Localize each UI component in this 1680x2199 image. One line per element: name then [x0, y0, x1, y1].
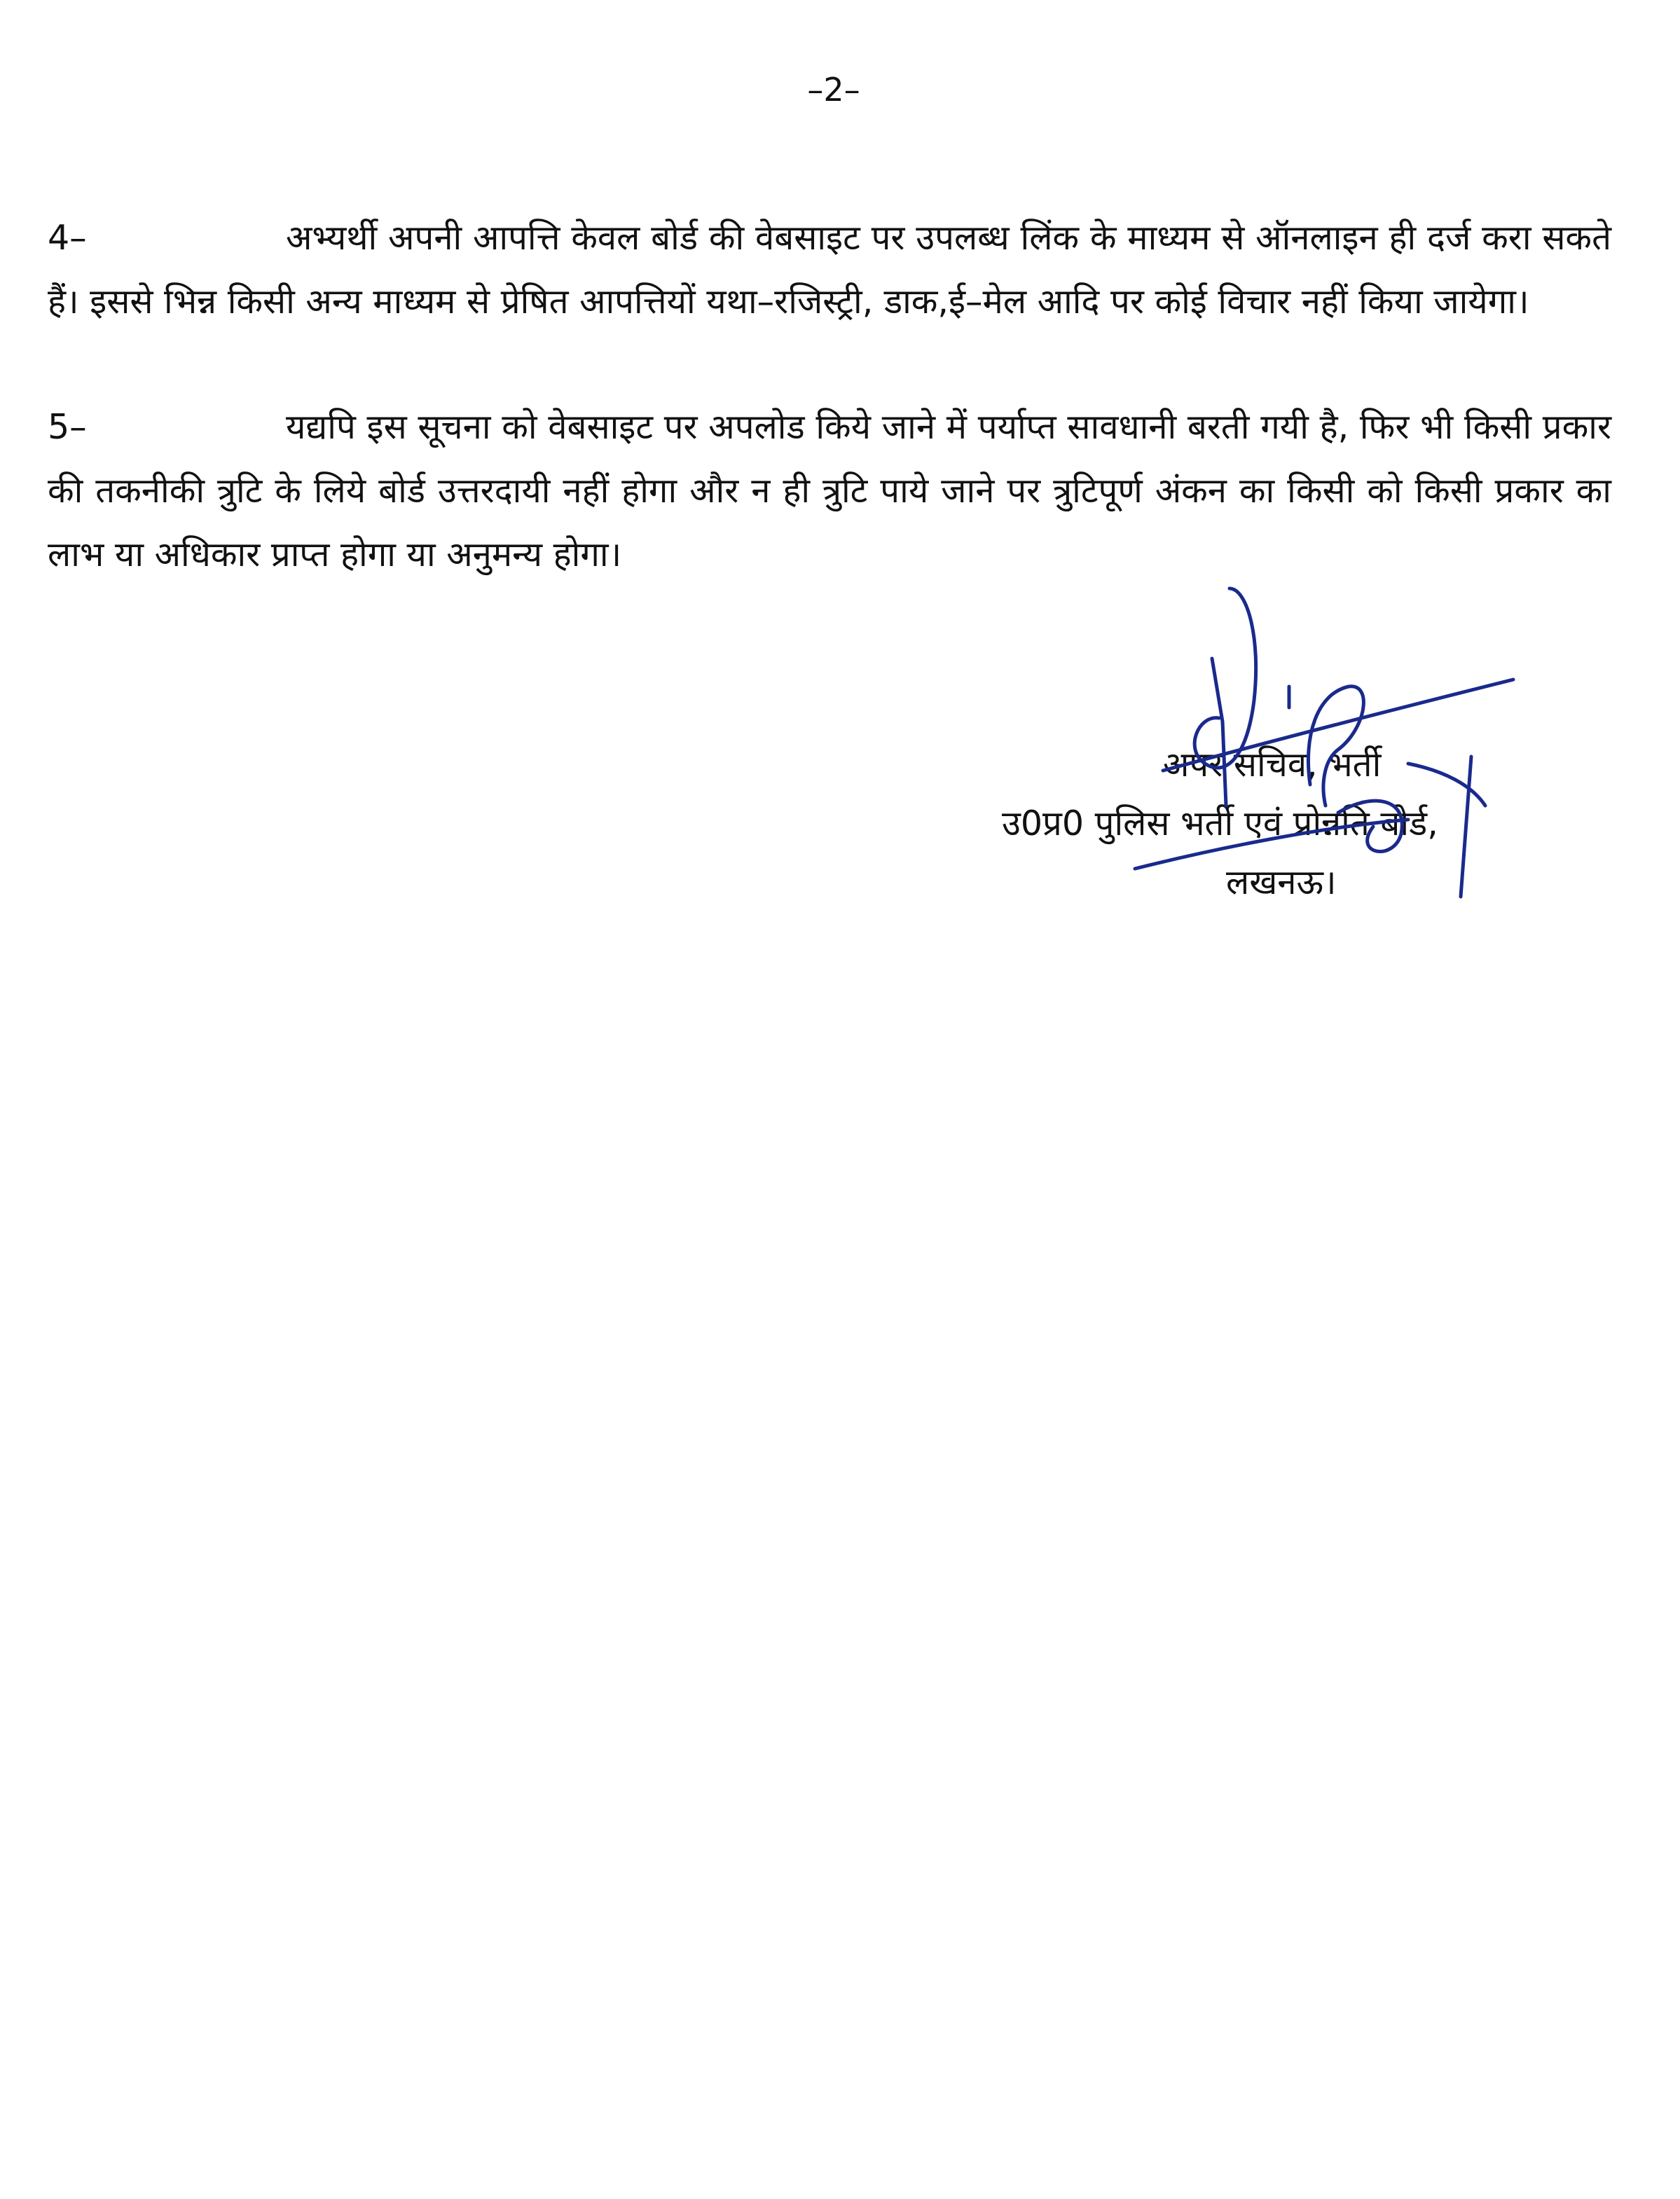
signatory-designation: अपर सचिव, भर्ती: [1163, 745, 1382, 785]
paragraph-number: 4–: [48, 218, 87, 258]
paragraph-5: [48, 395, 1611, 586]
signatory-city: लखनऊ।: [1226, 862, 1337, 902]
signatory-board: उ0प्र0 पुलिस भर्ती एवं प्रोन्नति बोर्ड,: [1002, 804, 1438, 843]
signature-block: [953, 736, 1625, 912]
paragraph-number: 5–: [48, 407, 87, 447]
page-number: –2–: [807, 71, 860, 109]
paragraph-text: यद्यपि इस सूचना को वेबसाइट पर अपलोड किये जाने में पर्याप्त सावधानी बरती गयी है, फिर भी किसी प्रकार की तकनीकी त्रुटि के लिये बोर्ड उत्तरदायी नहीं होगा और न ही त्रुटि पाये जाने पर त्रुटिपूर्ण अंकन का किसी को किसी प्रकार का लाभ या अधिकार प्राप्त होगा या अनुमन्य होगा।: [48, 407, 1611, 574]
paragraph-text: अभ्यर्थी अपनी आपत्ति केवल बोर्ड की वेबसाइट पर उपलब्ध लिंक के माध्यम से ऑनलाइन ही दर्ज करा सकते हैं। इससे भिन्न किसी अन्य माध्यम से प्रेषित आपत्तियों यथा–रजिस्ट्री, डाक,ई–मेल आदि पर कोई विचार नहीं किया जायेगा।: [48, 218, 1611, 322]
paragraph-4: [48, 206, 1611, 333]
